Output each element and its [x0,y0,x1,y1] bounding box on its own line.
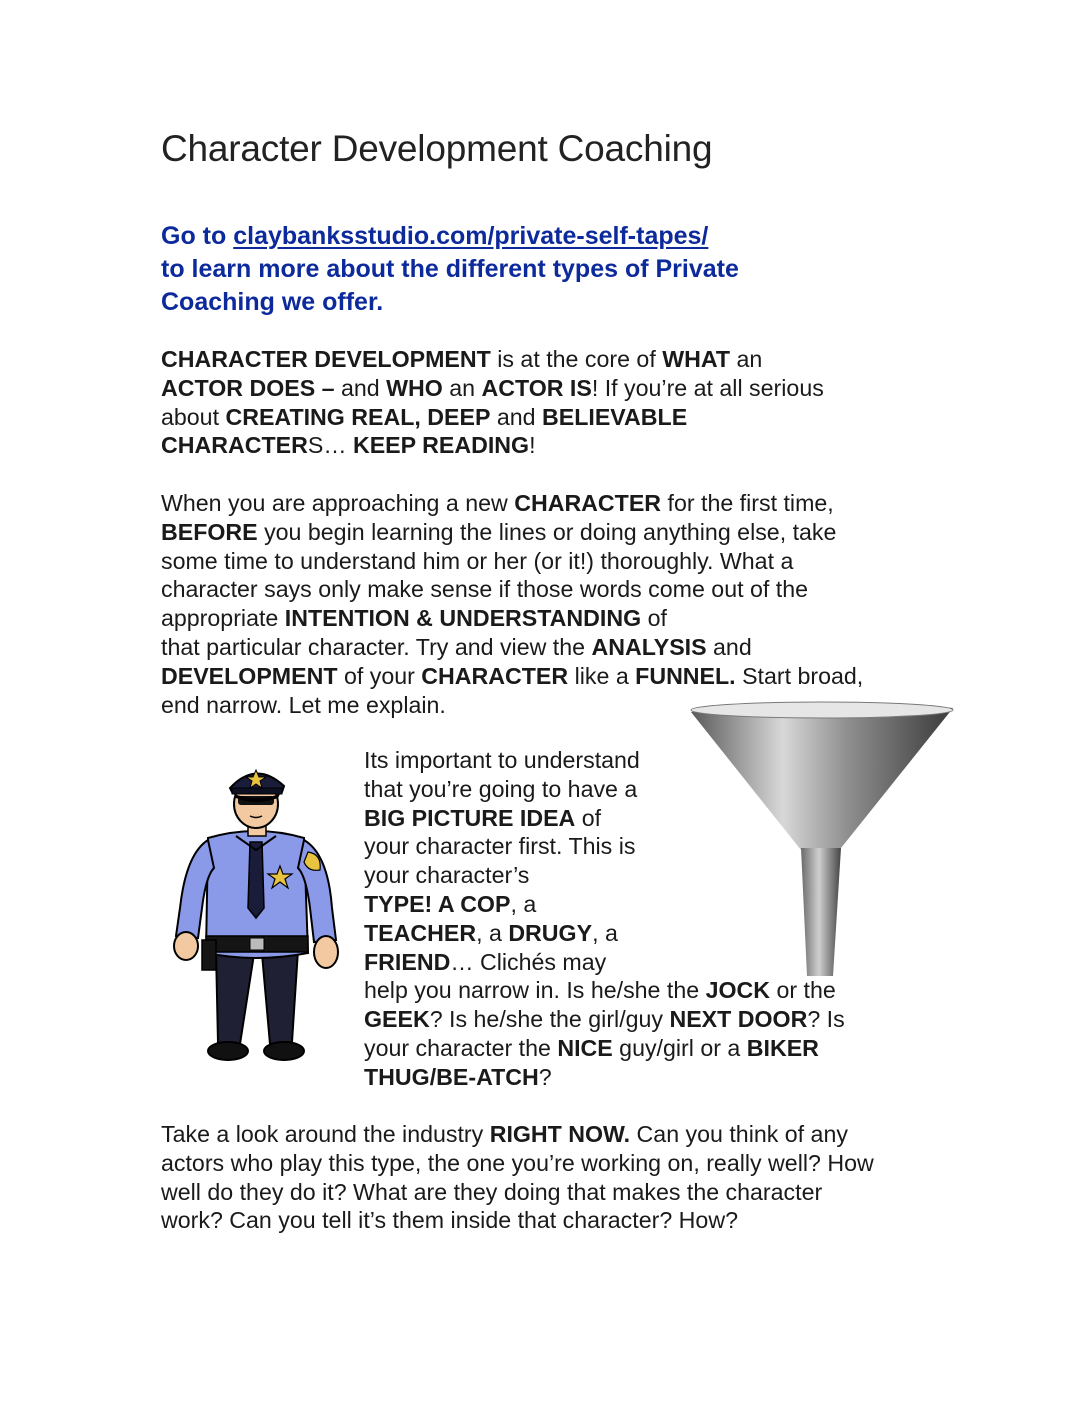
text-run: your character’s [364,862,530,889]
text-run: and [340,374,387,401]
bold-text: CHARACTER [514,490,662,516]
text-run: character says only make sense if those words come out of the [161,576,808,603]
bold-text: CHARACTER [161,432,308,459]
p1-line [161,403,921,432]
paragraph-approaching-character [161,489,951,719]
p1-line [161,345,921,374]
p3-line [364,1005,924,1034]
text-run: ! [529,432,536,459]
text-run: help you narrow in. Is he/she the [364,977,706,1004]
p4-line [161,1120,951,1149]
text-run: appropriate [161,605,285,632]
bold-text: CHARACTER [421,662,569,689]
bold-text: TYPE! A COP [364,890,511,917]
bold-text: DEVELOPMENT [161,662,338,689]
text-run: and [706,633,752,660]
bold-text: WHO [386,374,443,401]
bold-text: GEEK [364,1006,430,1033]
text-run: actors who play this type, the one you’re working on, really well? How [161,1149,874,1176]
p2-line [161,518,951,547]
p3-line [364,1034,924,1063]
goto-label: Go to [161,222,234,250]
p2-line [161,575,951,604]
paragraph-industry [161,1120,951,1235]
text-run: well do they do it? What are they doing that makes the character [161,1178,823,1205]
police-officer-image [158,758,358,1073]
bold-text: BIKER [746,1034,819,1061]
funnel-image [683,700,959,978]
text-run: , a [476,919,509,946]
bold-text: BEFORE [161,518,258,545]
p4-line [161,1178,951,1207]
text-run: or the [770,977,836,1004]
text-run: When you are approaching a new [161,490,515,516]
p3-line [364,1063,924,1092]
text-run: end narrow. Let me explain. [161,691,446,718]
p4-line [161,1149,951,1178]
text-run: your character the [364,1034,558,1061]
text-run: Start broad, [735,662,864,689]
p2-line [161,604,951,633]
bold-text: THUG/BE-ATCH [364,1063,539,1090]
bold-text: WHAT [662,346,731,372]
text-run: S… [307,432,353,459]
text-run: work? Can you tell it’s them inside that character? How? [161,1207,738,1234]
text-run: of [641,605,667,632]
p3-line [364,976,924,1005]
coaching-link-block [161,220,861,319]
text-run: guy/girl or a [612,1034,747,1061]
p1-line [161,431,921,460]
bold-text: INTENTION & UNDERSTANDING [284,605,642,632]
bold-text: NICE [557,1034,613,1061]
bold-text: BIG PICTURE IDEA [364,804,576,831]
text-run: of [575,804,602,831]
bold-text: BELIEVABLE [542,403,688,430]
text-run: that particular character. Try and view the [161,633,592,660]
text-run: your character first. This is [364,833,636,860]
bold-text: TEACHER [364,919,477,946]
p2-line [161,547,951,576]
p2-line [161,662,951,691]
p2-line [161,633,951,662]
text-run: an [442,374,482,401]
text-run: ? [538,1063,552,1090]
bold-text: DRUGY [508,919,593,946]
text-run: of your [337,662,422,689]
bold-text: ANALYSIS [591,633,707,660]
text-run: Take a look around the industry [161,1121,490,1147]
text-run: ? Is [807,1006,845,1033]
bold-text: KEEP READING [352,432,530,459]
text-run: like a [568,662,636,689]
text-run: and [490,403,543,430]
text-run: an [730,346,763,372]
bold-text: ACTOR DOES – [161,374,341,401]
text-run: Can you think of any [630,1121,848,1147]
text-run: you begin learning the lines or doing anything else, take [257,518,837,545]
text-run: for the first time, [661,490,834,516]
text-run: Its important to understand [364,747,640,773]
intro-line-2: to learn more about the different types of Private [161,255,739,283]
bold-text: ACTOR IS [481,374,592,401]
bold-text: RIGHT NOW. [489,1121,631,1147]
text-run: ? Is he/she the girl/guy [429,1006,670,1033]
text-run: that you’re going to have a [364,775,638,802]
intro-line-3: Coaching we offer. [161,288,384,316]
text-run: is at the core of [490,346,663,372]
p1-line [161,374,921,403]
paragraph-character-development [161,345,921,460]
p4-line [161,1206,951,1235]
text-run: , a [592,919,618,946]
text-run: about [161,403,226,430]
text-run: … Clichés may [450,948,607,975]
bold-text: NEXT DOOR [669,1006,808,1033]
bold-text: FUNNEL. [635,662,736,689]
studio-link[interactable]: claybanksstudio.com/private-self-tapes/ [233,222,709,250]
page-title: Character Development Coaching [161,128,713,169]
text-run: , a [510,890,537,917]
bold-text: CHARACTER DEVELOPMENT [161,346,491,372]
p2-line [161,489,951,518]
bold-text: FRIEND [364,948,451,975]
text-run: ! If you’re at all serious [591,374,824,401]
bold-text: CREATING REAL, DEEP [225,403,491,430]
bold-text: JOCK [705,977,771,1004]
text-run: some time to understand him or her (or it!) thoroughly. What a [161,547,794,574]
